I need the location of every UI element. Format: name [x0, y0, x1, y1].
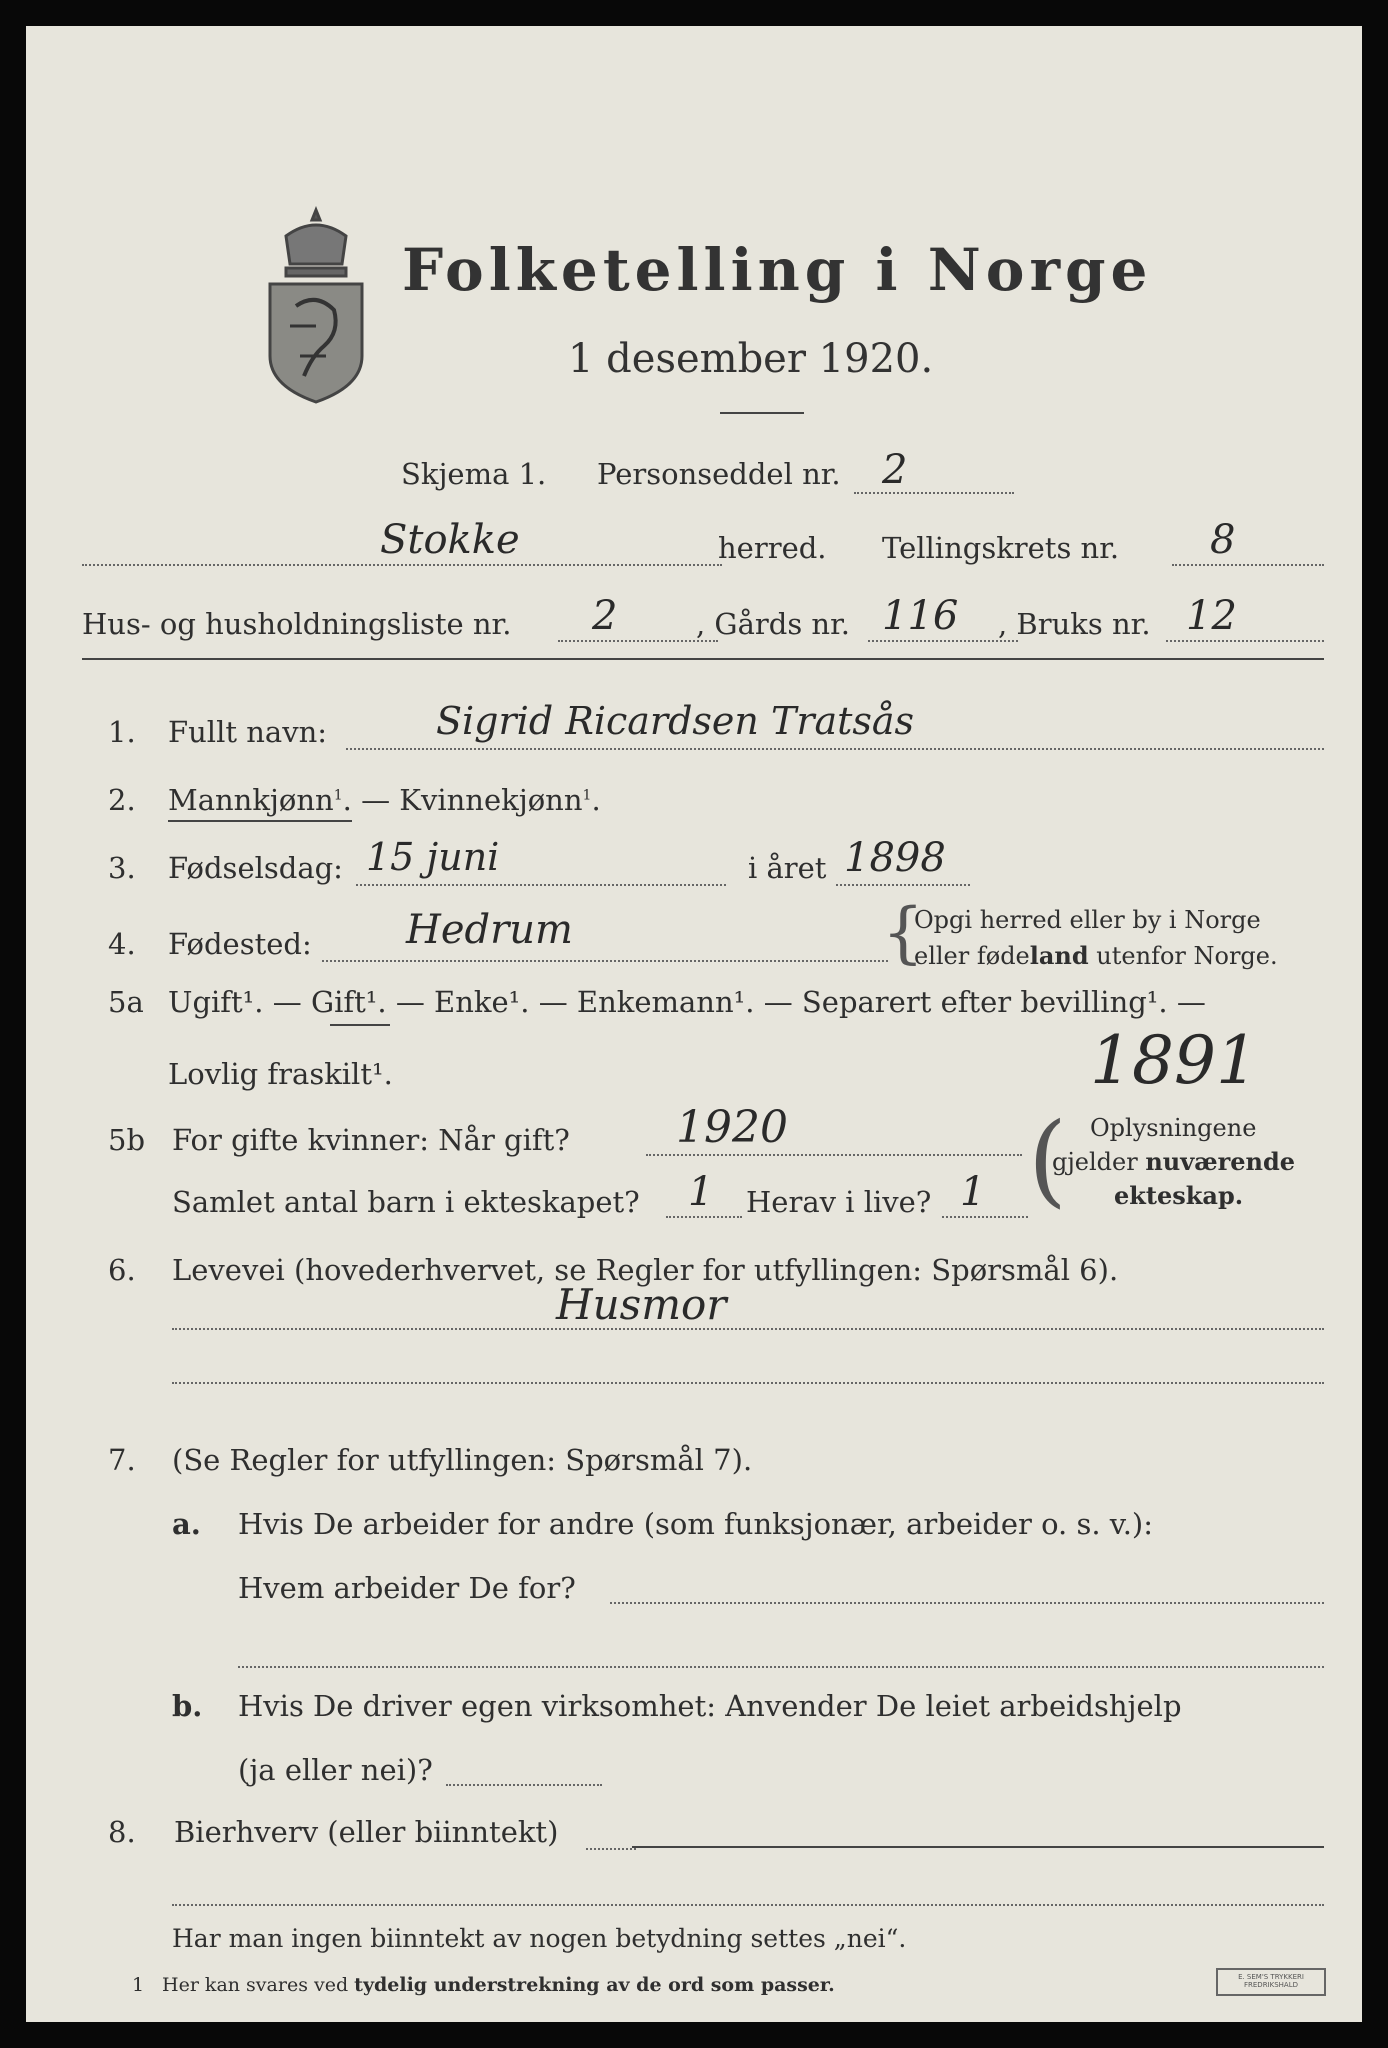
q7a-line1: Hvis De arbeider for andre (som funksjonær, arbeider o. s. v.):	[238, 1507, 1154, 1541]
marginal-annotation: 1891	[1090, 1022, 1258, 1099]
q4-note-line2: eller fødeland utenfor Norge.	[914, 941, 1278, 970]
footer-note: Har man ingen biinntekt av nogen betydning settes „nei“.	[172, 1924, 907, 1953]
q3-number: 3.	[108, 851, 136, 885]
q5b-note-line1: Oplysningene	[1090, 1114, 1257, 1142]
herred-label: herred.	[718, 531, 827, 565]
q6-number: 6.	[108, 1253, 136, 1287]
q5b-number: 5b	[108, 1123, 146, 1157]
herred-value: Stokke	[380, 517, 520, 563]
skjema-label: Skjema 1.	[401, 457, 547, 491]
q2-options: Mannkjønn$^1$. — Kvinnekjønn$^1$.	[168, 783, 601, 817]
census-form: Folketelling i Norge 1 desember 1920. Skjema 1. Personseddel nr. 2 Stokke herred. Tellingskrets nr. 8 Hus- og husholdningsliste nr. 2 , Gårds nr. 116 , Bruks nr. 12 1. Fullt navn: Sigrid Ricardsen Tratsås 2. Mannkjønn$^1$. — Kvinnekjønn$^1$. 3. Fødselsdag: 15 juni i året 1898 4. Fødested: Hedrum { Opgi herred eller by i Norge eller fødeland utenfor Norge. 5a Ugift¹. — Gift¹. — Enke¹. — Enkemann¹. — Separert efter bevilling¹. — Lovlig fraskilt¹. 1891 5b For gifte kvinner: Når gift? 1920 Samlet antal barn i ekteskapet? 1 Herav i live? 1 ( Oplysningene gjelder nuværende ekteskap. 6. Levevei (hovederhvervet, se Regler for utfyllingen: Spørsmål 6). Husmor 7. (Se Regler for utfyllingen: Spørsmål 7). a. Hvis De arbeider for andre (som funksjonær, arbeider o. s. v.): Hvem arbeider De for? b. Hvis De driver egen virksomhet: Anvender De leiet arbeidshjelp (ja eller nei)? 8. Bierhverv (eller biinntekt) Har man ingen biinntekt av nogen betydning settes „nei“. 1 Her kan svares ved tydelig understrekning av de ord som passer. E. SEM'S TRYKKERI FREDRIKSHALD	[26, 26, 1362, 2022]
q4-note-line1: Opgi herred eller by i Norge	[914, 906, 1261, 934]
header-divider	[82, 658, 1324, 660]
tellingskrets-label: Tellingskrets nr.	[882, 531, 1120, 565]
q6-label: Levevei (hovederhvervet, se Regler for utfyllingen: Spørsmål 6).	[172, 1253, 1119, 1287]
personseddel-label: Personseddel nr.	[597, 457, 841, 491]
form-title: Folketelling i Norge	[402, 236, 1153, 304]
option-kvinnekjonn: Kvinnekjønn	[399, 783, 583, 817]
title-divider	[720, 412, 804, 414]
personseddel-value: 2	[882, 447, 908, 493]
q5b-label: For gifte kvinner: Når gift?	[172, 1123, 570, 1157]
footnote-number: 1	[132, 1974, 145, 1996]
gards-value: 116	[882, 593, 959, 639]
q4-birthplace-value: Hedrum	[406, 907, 573, 953]
q7b-line2: (ja eller nei)?	[238, 1753, 433, 1787]
q7-label: (Se Regler for utfyllingen: Spørsmål 7).	[172, 1443, 753, 1477]
q6-occupation-value: Husmor	[556, 1280, 727, 1329]
q3-year-value: 1898	[844, 835, 946, 881]
bruks-label: , Bruks nr.	[998, 607, 1151, 641]
q2-number: 2.	[108, 783, 136, 817]
q7b-letter: b.	[172, 1689, 203, 1723]
gift-underline	[330, 1024, 390, 1026]
q4-label: Fødested:	[168, 927, 312, 961]
norwegian-coat-of-arms-icon	[256, 206, 376, 406]
q5a-line2: Lovlig fraskilt¹.	[168, 1057, 393, 1091]
q7b-line1: Hvis De driver egen virksomhet: Anvender De leiet arbeidshjelp	[238, 1689, 1182, 1723]
q5b-live-value: 1	[960, 1169, 986, 1215]
q3-year-label: i året	[748, 851, 827, 885]
q7-number: 7.	[108, 1443, 136, 1477]
husliste-label: Hus- og husholdningsliste nr.	[82, 607, 512, 641]
q5b-live-label: Herav i live?	[746, 1185, 932, 1219]
husliste-value: 2	[592, 593, 618, 639]
q8-number: 8.	[108, 1815, 136, 1849]
q5b-barn-value: 1	[688, 1169, 714, 1215]
q5b-barn-label: Samlet antal barn i ekteskapet?	[172, 1185, 640, 1219]
q5b-note-line2: gjelder nuværende	[1052, 1147, 1296, 1176]
bruks-value: 12	[1186, 593, 1237, 639]
census-date: 1 desember 1920.	[568, 336, 934, 382]
q3-label: Fødselsdag:	[168, 851, 343, 885]
printer-stamp: E. SEM'S TRYKKERI FREDRIKSHALD	[1216, 1968, 1326, 1996]
q4-number: 4.	[108, 927, 136, 961]
q7a-letter: a.	[172, 1507, 201, 1541]
q5b-note-line3: ekteskap.	[1114, 1181, 1244, 1210]
footnote-text: Her kan svares ved tydelig understrekning av de ord som passer.	[162, 1974, 835, 1996]
q1-label: Fullt navn:	[168, 715, 328, 749]
q5a-number: 5a	[108, 985, 144, 1019]
q8-label: Bierhverv (eller biinntekt)	[174, 1815, 559, 1849]
q1-number: 1.	[108, 715, 136, 749]
tellingskrets-value: 8	[1210, 517, 1236, 563]
mannkjonn-underline	[168, 820, 352, 822]
q1-value: Sigrid Ricardsen Tratsås	[436, 699, 915, 743]
q7a-line2: Hvem arbeider De for?	[238, 1571, 576, 1605]
q5b-married-value: 1920	[676, 1102, 788, 1153]
option-mannkjonn: Mannkjønn	[168, 783, 334, 817]
gards-label: , Gårds nr.	[696, 607, 850, 641]
q5a-options: Ugift¹. — Gift¹. — Enke¹. — Enkemann¹. — Separert efter bevilling¹. —	[168, 985, 1206, 1019]
q3-birthday-value: 15 juni	[366, 835, 500, 879]
